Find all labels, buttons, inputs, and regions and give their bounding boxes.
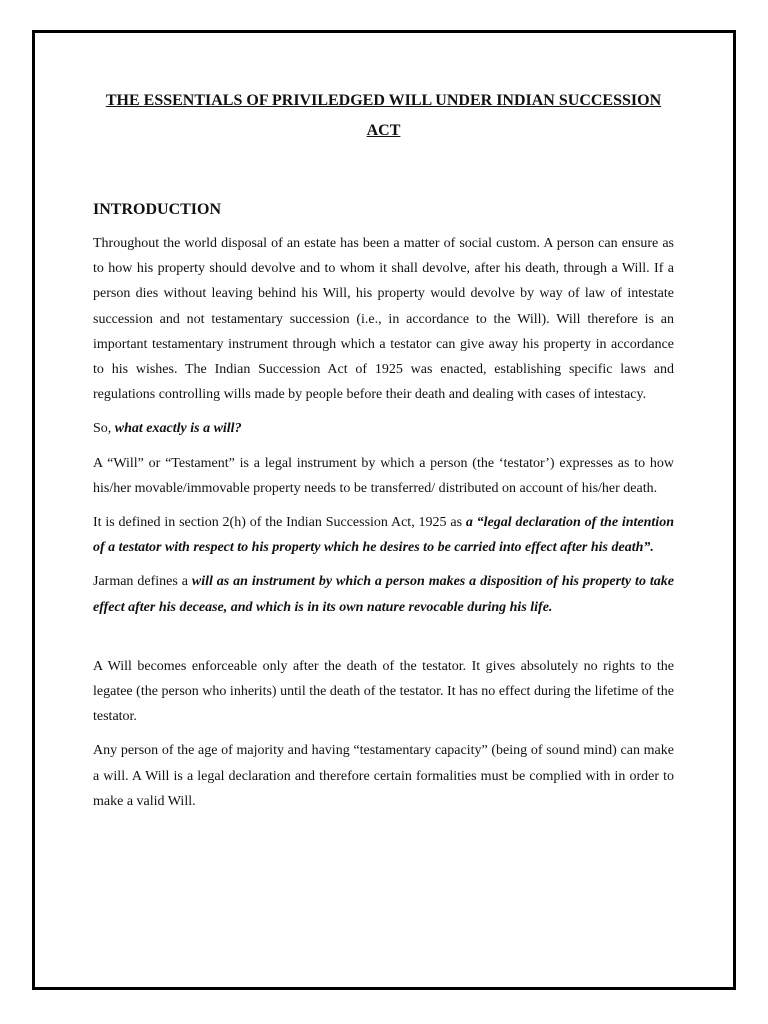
paragraph-intro: Throughout the world disposal of an estate has been a matter of social custom. A person can ensure as to how his property should devolve and to whom it shall devolve, after his death, through a Will. If a person dies without leaving behind his Will, his property would devolve by way of law of intestate succession and not testamentary succession (i.e., in accordance to the Will). Will therefore is an important testamentary instrument through which a testator can give away his property in accordance to his wishes. The Indian Succession Act of 1925 was enacted, establishing specific laws and regulations controlling wills made by people before their death and dealing with cases of intestacy.: [93, 236, 674, 403]
paragraph-section-2h: [93, 510, 674, 560]
paragraph-section-2h-prefix: It is defined in section 2(h) of the Indian Succession Act, 1925 as: [93, 515, 466, 531]
document-body: [93, 86, 674, 814]
document-title: THE ESSENTIALS OF PRIVILEDGED WILL UNDER INDIAN SUCCESSION ACT: [105, 92, 662, 139]
paragraph-will-definition: A “Will” or “Testament” is a legal instrument by which a person (the ‘testator’) expresses as to how his/her movable/immovable property needs to be transferred/ distributed on account of his/her death.: [93, 455, 674, 496]
paragraph-question-prefix: So,: [93, 421, 115, 437]
paragraph-capacity: Any person of the age of majority and having “testamentary capacity” (being of sound mind) can make a will. A Will is a legal declaration and therefore certain formalities must be complied with in order to make a valid Will.: [93, 743, 674, 809]
paragraph-jarman-prefix: Jarman defines a: [93, 574, 192, 590]
paragraph-question: [93, 416, 674, 441]
section-heading-introduction: INTRODUCTION: [93, 201, 222, 218]
paragraph-jarman-emphasis: will as an instrument by which a person makes a disposition of his property to take effect after his decease, and which is in its own nature revocable during his life.: [93, 574, 674, 615]
paragraph-section-2h-emphasis: a “legal declaration of the intention of a testator with respect to his property which he desires to be carried into effect after his death”.: [93, 515, 674, 556]
paragraph-jarman: [93, 569, 674, 619]
paragraph-question-emphasis: what exactly is a will?: [114, 421, 242, 437]
paragraph-enforceability: A Will becomes enforceable only after the death of the testator. It gives absolutely no rights to the legatee (the person who inherits) until the death of the testator. It has no effect during the lifetime of the testator.: [93, 658, 674, 725]
